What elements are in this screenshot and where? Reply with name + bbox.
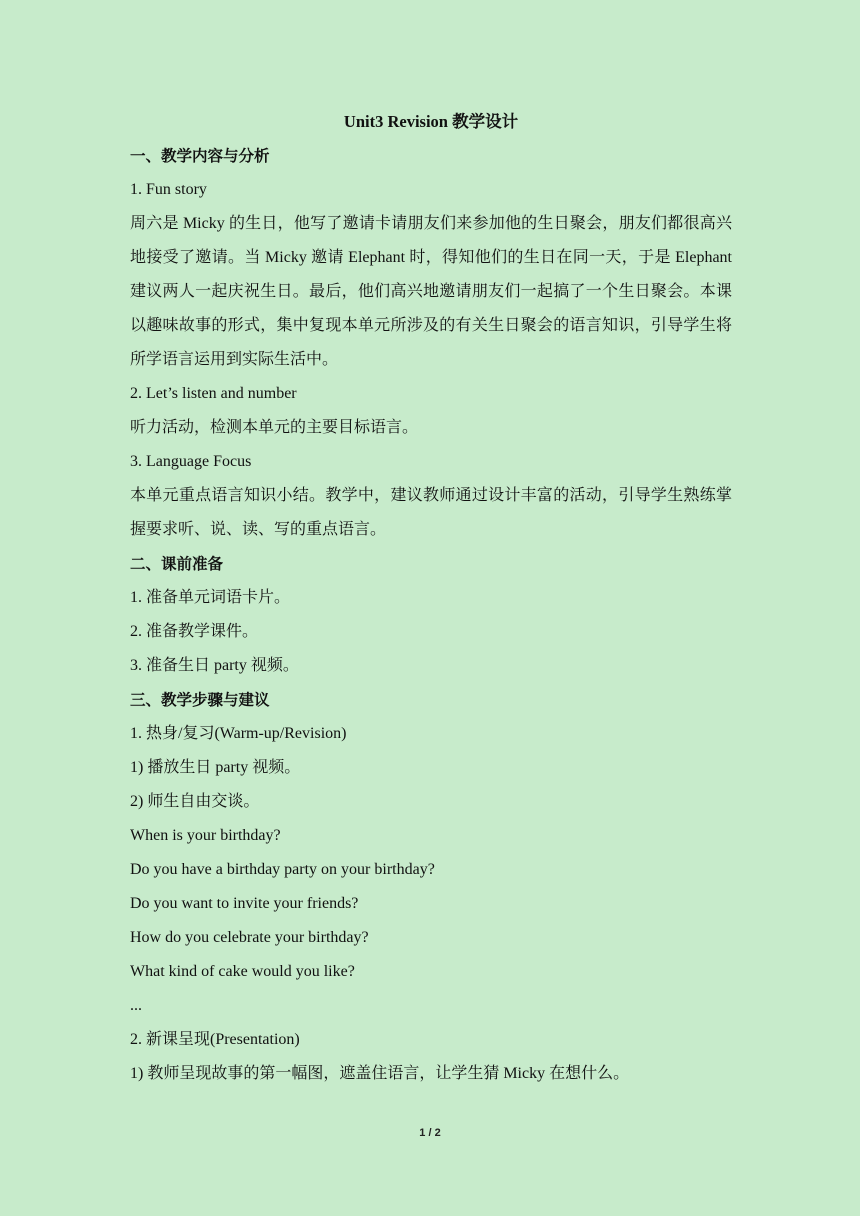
item-title-listen-number: 2. Let’s listen and number — [130, 385, 297, 402]
section-heading-teaching-steps: 三、教学步骤与建议 — [130, 691, 270, 709]
paragraph-listen-number: 听力活动，检测本单元的主要目标语言。 — [130, 419, 419, 436]
list-item: 3. 准备生日 party 视频。 — [130, 657, 299, 674]
question-line: When is your birthday? — [130, 827, 281, 844]
question-line: Do you want to invite your friends? — [130, 895, 359, 912]
question-line: Do you have a birthday party on your birthday? — [130, 861, 435, 878]
document-page — [130, 108, 732, 1091]
question-line: ... — [130, 997, 142, 1014]
question-line: How do you celebrate your birthday? — [130, 929, 369, 946]
list-item: 2. 准备教学课件。 — [130, 623, 259, 640]
list-item: 2) 师生自由交谈。 — [130, 793, 260, 810]
list-item: 1) 播放生日 party 视频。 — [130, 759, 301, 776]
paragraph-language-focus: 本单元重点语言知识小结。教学中，建议教师通过设计丰富的活动，引导学生熟练掌握要求听、说、读、写的重点语言。 — [130, 487, 732, 538]
section-heading-preparation: 二、课前准备 — [130, 555, 224, 573]
document-title: Unit3 Revision 教学设计 — [343, 112, 519, 131]
paragraph-fun-story: 周六是 Micky 的生日，他写了邀请卡请朋友们来参加他的生日聚会，朋友们都很高兴地接受了邀请。当 Micky 邀请 Elephant 时，得知他们的生日在同一天，于是 Elephant 建议两人一起庆祝生日。最后，他们高兴地邀请朋友们一起搞了一个生日聚会。本课以趣味故事的形式，集中复现本单元所涉及的有关生日聚会的语言知识，引导学生将所学语言运用到实际生活中。 — [130, 215, 732, 368]
page-number: 1 / 2 — [419, 1127, 441, 1139]
section-heading-content-analysis: 一、教学内容与分析 — [130, 147, 270, 165]
list-item: 1. 准备单元词语卡片。 — [130, 589, 291, 606]
question-line: What kind of cake would you like? — [130, 963, 355, 980]
step-title-presentation: 2. 新课呈现(Presentation) — [130, 1031, 300, 1048]
list-item: 1) 教师呈现故事的第一幅图，遮盖住语言，让学生猜 Micky 在想什么。 — [130, 1065, 630, 1082]
item-title-fun-story: 1. Fun story — [130, 181, 207, 198]
step-title-warm-up: 1. 热身/复习(Warm-up/Revision) — [130, 725, 347, 742]
item-title-language-focus: 3. Language Focus — [130, 453, 252, 470]
